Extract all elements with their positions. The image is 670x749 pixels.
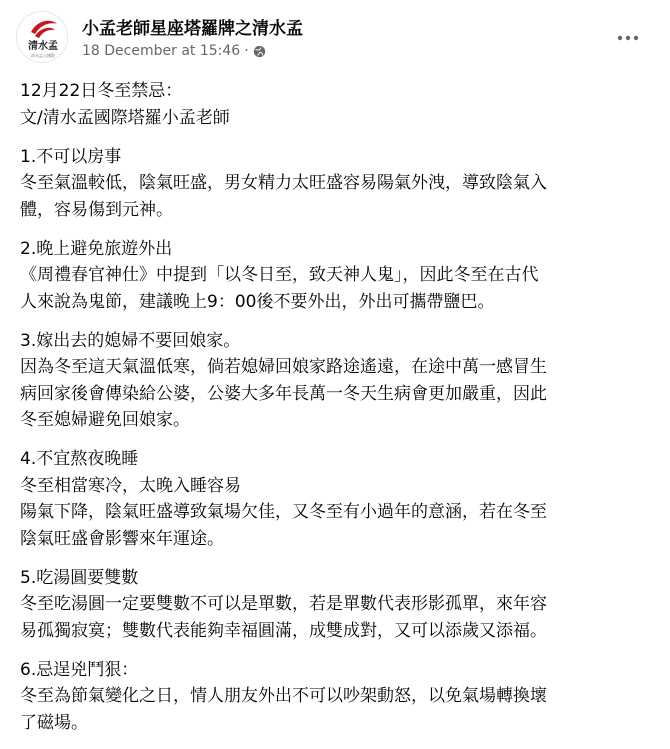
section-heading: 2.晚上避免旅遊外出 bbox=[20, 238, 173, 259]
avatar-subtitle: 清水孟の國際 bbox=[31, 53, 55, 58]
section-heading: 5.吃湯圓要雙數 bbox=[20, 567, 139, 588]
globe-icon[interactable] bbox=[253, 45, 266, 58]
section-text-line: 冬至氣溫較低，陰氣旺盛，男女精力太旺盛容易陽氣外洩，導致陰氣入 bbox=[20, 173, 547, 193]
post-header bbox=[0, 0, 670, 74]
section-text-line: 冬至吃湯圓一定要雙數不可以是單數，若是單數代表形影孤單，來年容 bbox=[20, 594, 547, 614]
section-heading: 1.不可以房事 bbox=[20, 146, 122, 167]
section-text-line: 陽氣下降，陰氣旺盛導致氣場欠佳，又冬至有小過年的意涵，若在冬至 bbox=[20, 502, 547, 522]
post-paragraph-6 bbox=[20, 657, 656, 737]
post-paragraph-2 bbox=[20, 236, 656, 316]
section-text-line: 了磁場。 bbox=[20, 712, 88, 733]
meta-separator: · bbox=[244, 43, 249, 59]
post-paragraph-5 bbox=[20, 565, 656, 645]
post-message bbox=[20, 78, 656, 749]
page-avatar[interactable] bbox=[16, 11, 68, 63]
more-horizontal-icon bbox=[617, 35, 639, 41]
section-text-line: 病回家後會傳染給公婆，公婆大多年長萬一冬天生病會更加嚴重，因此 bbox=[20, 383, 547, 404]
post-paragraph-1 bbox=[20, 144, 656, 224]
avatar-title: 清水孟 bbox=[28, 41, 58, 52]
section-text-line: 人來說為鬼節，建議晚上9：00後不要外出，外出可攜帶鹽巴。 bbox=[20, 291, 495, 312]
section-heading: 6.忌逞兇鬥狠： bbox=[20, 659, 139, 680]
post-timestamp[interactable]: 18 December at 15:46 bbox=[82, 43, 241, 59]
post-paragraph-header bbox=[20, 78, 656, 131]
page-logo-icon bbox=[17, 12, 68, 63]
post-author-line: 文/清水孟國際塔羅小孟老師 bbox=[20, 107, 230, 128]
section-text-line: 體，容易傷到元神。 bbox=[20, 199, 173, 220]
section-text-line: 冬至媳婦避免回娘家。 bbox=[20, 410, 190, 430]
more-options-button[interactable] bbox=[610, 24, 646, 52]
page-name-link[interactable]: 小孟老師星座塔羅牌之清水孟 bbox=[82, 19, 303, 39]
section-text-line: 冬至為節氣變化之日，情人朋友外出不可以吵架動怒，以免氣場轉換壞 bbox=[20, 686, 547, 706]
post-meta bbox=[82, 43, 266, 59]
section-text-line: 易孤獨寂寞；雙數代表能夠幸福圓滿，成雙成對，又可以添歲又添福。 bbox=[20, 620, 547, 641]
section-heading: 4.不宜熬夜晚睡 bbox=[20, 449, 139, 469]
section-text-line: 陰氣旺盛會影響來年運途。 bbox=[20, 528, 224, 549]
post-paragraph-3 bbox=[20, 328, 656, 434]
section-text-line: 《周禮春官神仕》中提到「以冬日至，致天神人鬼」，因此冬至在古代 bbox=[20, 265, 539, 285]
section-text-line: 冬至相當寒冷，太晚入睡容易 bbox=[20, 475, 241, 496]
section-text-line: 因為冬至這天氣溫低寒，倘若媳婦回娘家路途遙遠，在途中萬一感冒生 bbox=[20, 357, 547, 377]
section-heading: 3.嫁出去的媳婦不要回娘家。 bbox=[20, 330, 241, 351]
post-date-heading: 12月22日冬至禁忌： bbox=[20, 81, 183, 101]
post-paragraph-4 bbox=[20, 446, 656, 552]
